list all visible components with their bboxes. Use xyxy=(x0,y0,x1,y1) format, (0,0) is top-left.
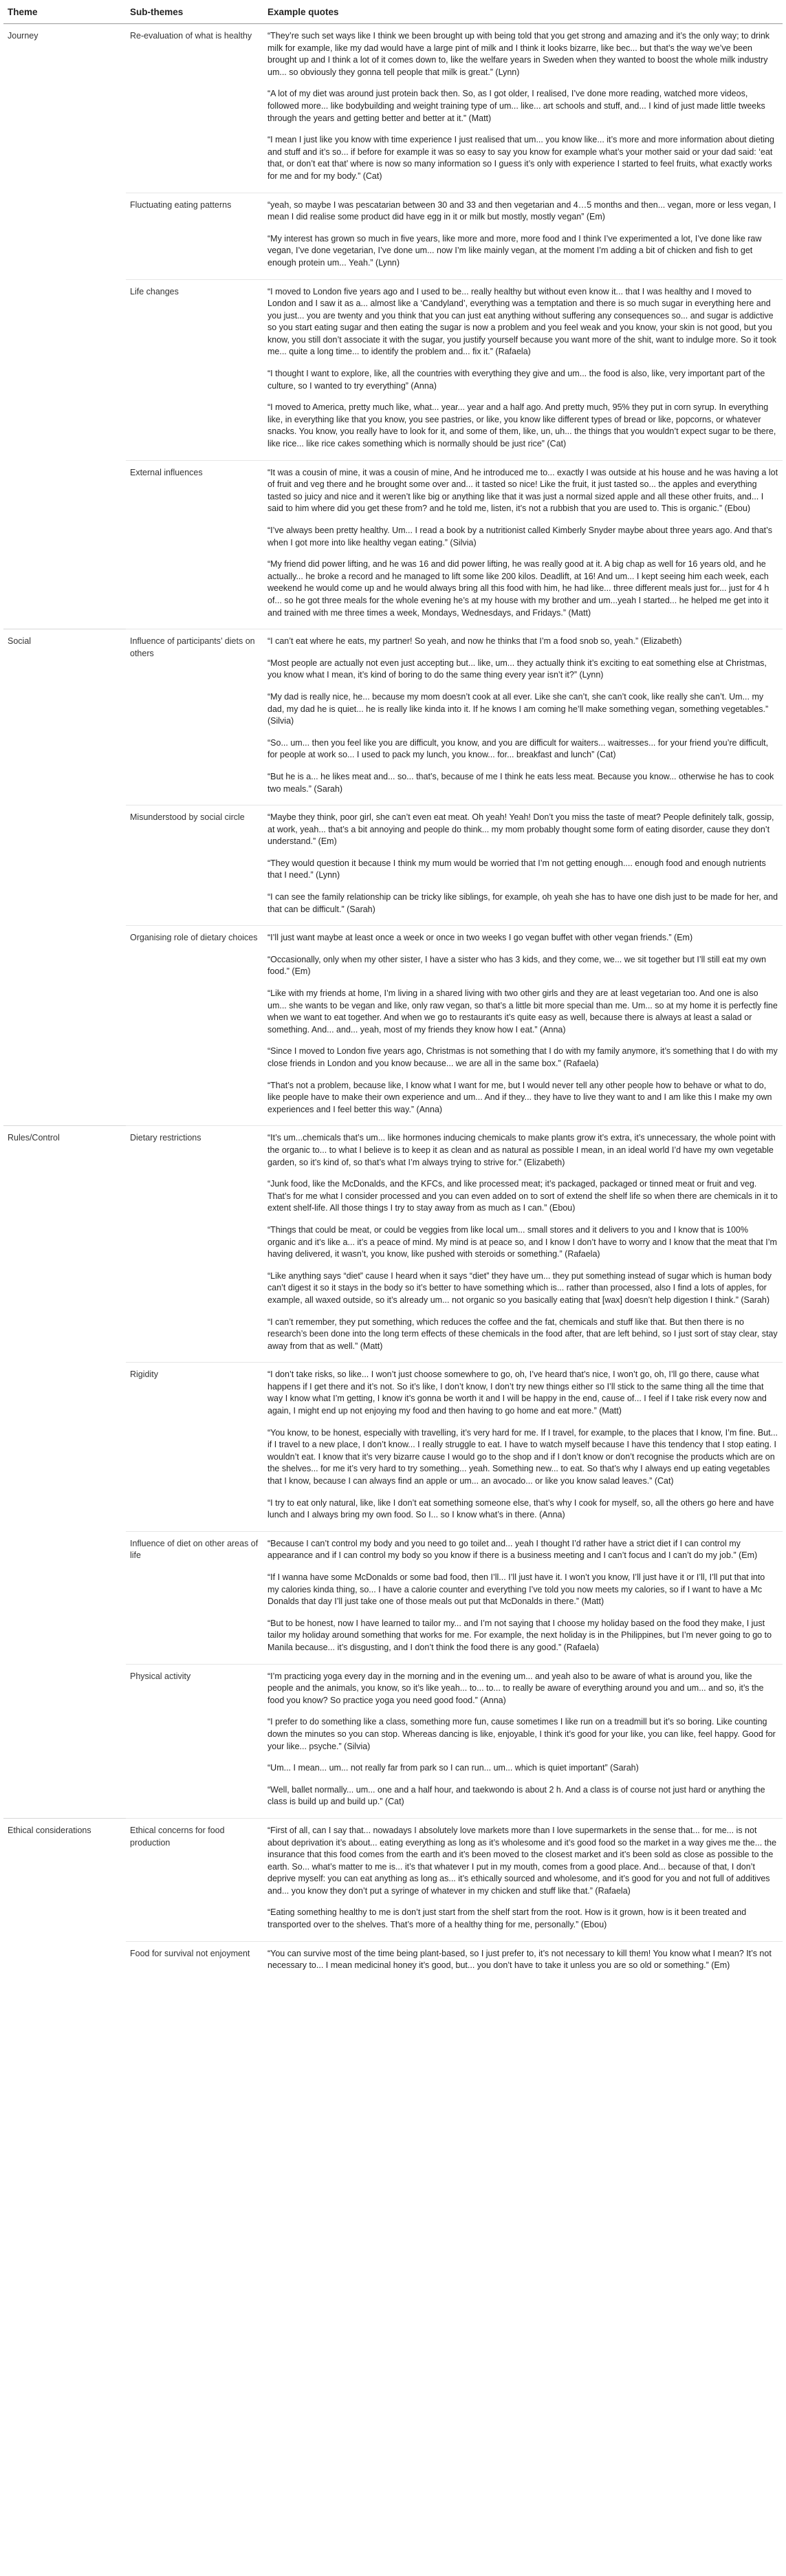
quote-text: “Eating something healthy to me is don’t just start from the shelf start from the root. How is it grown, how is it been treated and transported over to the shelves. That’s more of a healthy thing for me, personally.” (Ebou) xyxy=(268,1907,747,1930)
theme-cell xyxy=(3,926,126,1126)
theme-cell: Ethical considerations xyxy=(3,1818,126,1941)
quote-text: “Junk food, like the McDonalds, and the KFCs, and like processed meat; it’s packaged, packaged or tinned meat or fruit and veg. That’s for me what I consider processed and you can even added on to sort of extend the shelf life so when there are chemicals in it to extent shelf-life. All those things I try to stay away from as much as I can.” (Ebou) xyxy=(268,1179,778,1213)
quotes-cell xyxy=(263,1664,783,1818)
theme-cell xyxy=(3,460,126,629)
subtheme-cell: Life changes xyxy=(126,279,263,460)
quote-text: “I mean I just like you know with time experience I just realised that um... you know like... it’s more and more information about dieting and stuff and it’s so... if before for example it was so easy to say you know for example what’s your mother said or your dad said: ‘eat that, or don’t eat that’ where is now so many information so I guess it’s only with experience I started to feel fruits, what exactly works for me and for my body.” (Cat) xyxy=(268,135,774,181)
subtheme-cell: Food for survival not enjoyment xyxy=(126,1941,263,1982)
subtheme-cell: Influence of participants’ diets on others xyxy=(126,629,263,805)
quote-text: “But he is a... he likes meat and... so... that’s, because of me I think he eats less meat. Because you know... otherwise he has to cook two meals.” (Sarah) xyxy=(268,771,774,794)
theme-cell xyxy=(3,1664,126,1818)
quote-text: “My friend did power lifting, and he was 16 and did power lifting, he was really good at it. A big chap as well for 16 years old, and he actually... he broke a record and he managed to lift some like 200 kilos. Deadlift, at 16! And um... I kept seeing him each week, each weekend he would come up and he would always bring all this food with him, he had like... three different meals just for... just for 4 h of... so he got three meals for the whole evening he’s at my house with my brother and um...yeah I started... he helped me get into it and trained with me three times a week, Mondays, Wednesdays, and Fridays.” (Matt) xyxy=(268,559,769,618)
quote-text: “Things that could be meat, or could be veggies from like local um... small stores and it delivers to you and I know that is 100% organic and it’s like a... it’s a peace of mind. My mind is at peace so, and I know I don’t have to worry and I know that the meat that I’m having delivered, it wasn’t, you know, like pushed with steroids or something.” (Rafaela) xyxy=(268,1224,777,1259)
theme-cell xyxy=(3,1363,126,1532)
quotes-cell xyxy=(263,1818,783,1941)
subtheme-cell: Re-evaluation of what is healthy xyxy=(126,24,263,193)
quote-text: “Because I can’t control my body and you need to go toilet and... yeah I thought I’d rather have a strict diet if I can control my appearance and if I can control my body so you know if there is a business meeting and I can’t focus and I can’t do my job.” (Em) xyxy=(268,1538,758,1561)
quote-text: “I can’t remember, they put something, which reduces the coffee and the fat, chemicals and stuff like that. But then there is no research’s been done into the long term effects of these chemicals in the food after, that are left behind, so I just sort of stay clear, stay away from that as well.” (Matt) xyxy=(268,1317,778,1351)
quote-text: “yeah, so maybe I was pescatarian between 30 and 33 and then vegetarian and 4…5 months and then... vegan, more or less vegan, I mean I did realise some product did have egg in it or milk but mostly, mostly vegan” (Em) xyxy=(268,199,776,222)
theme-cell xyxy=(3,805,126,926)
subtheme-cell: External influences xyxy=(126,460,263,629)
table-header-row xyxy=(3,3,783,24)
subtheme-cell: Influence of diet on other areas of life xyxy=(126,1531,263,1664)
quote-text: “Maybe they think, poor girl, she can’t even eat meat. Oh yeah! Yeah! Don’t you miss the taste of meat? People definitely talk, gossip, at work, yeah... that’s a bit annoying and people do think... my mom probably thought some form of eating disorder, cause they don’t understand.” (Em) xyxy=(268,812,774,847)
header-example-quotes: Example quotes xyxy=(263,3,783,24)
quote-text: “I moved to London five years ago and I used to be... really healthy but without even know it... that I was healthy and I moved to London and I saw it as a... almost like a ‘Candyland’, everything was a temptation and there is so much sugar in everything here and you just... you are twenty and you think that you can just eat anything without suffering any consequences so... and sugar is addictive so you start eating sugar and then eating the sugar is now a problem and you feel weak and you know, your skin is not good, but you know, you still don’t associate it with the sugar, you justify yourself because you want more of the shit, want to indulge more. So it took me... quite a long time... to identify the problem and... fix it.” (Rafaela) xyxy=(268,286,776,357)
table-row xyxy=(3,460,783,629)
theme-cell xyxy=(3,1531,126,1664)
subtheme-cell: Organising role of dietary choices xyxy=(126,926,263,1126)
theme-cell xyxy=(3,1941,126,1982)
quote-text: “First of all, can I say that... nowadays I absolutely love markets more than I love supermarkets in the sense that... for me... is not about deprivation it’s about... eating everything as long as it’s wholesome and it’s good food so the market in a way gives me the... the insurance that this food comes from the earth and it’s been moved to the closest market and it’s been sold as close as possible to the earth. So... what’s matter to me is... it’s that whatever I put in my mouth, comes from a good place. And... because of that, I don’t deprive myself: you can eat anything as long as... it’s ethically sourced and wholesome, and it’s good for you and not full of additives and... you know they don’t put a syringe of whatever in my chicken and stuff like that.” (Rafaela) xyxy=(268,1825,777,1896)
quote-text: “Like with my friends at home, I’m living in a shared living with two other girls and they are at least vegetarian too. And one is also um... she wants to be vegan and like, only raw vegan, so that’s a little bit more special than me. Um... so at my home it is perfectly fine when we want to eat together. And when we go to restaurants it’s quite easy as well, because there is always at least a salad or something. And... and... yeah, most of my friends they know how I eat.” (Anna) xyxy=(268,988,778,1035)
quote-text: “Most people are actually not even just accepting but... like, um... they actually think it’s exciting to eat something else at Christmas, you know what I mean, it’s kind of boring to do the same thing every year isn’t it?” (Lynn) xyxy=(268,658,767,680)
quote-text: “Well, ballet normally... um... one and a half hour, and taekwondo is about 2 h. And a class is of course not just hard or anything the class is build up and build up.” (Cat) xyxy=(268,1784,765,1807)
quote-text: “So... um... then you feel like you are difficult, you know, and you are difficult for waiters... waitresses... for your friend you’re difficult, for people at work so... I used to pack my lunch, you know... for... breakfast and lunch” (Cat) xyxy=(268,737,769,760)
table-row xyxy=(3,629,783,805)
quote-text: “It’s um...chemicals that’s um... like hormones inducing chemicals to make plants grow it’s extra, it’s unnecessary, the whole point with the organic to... to what I believe is to keep it as clean and as natural as possible I mean, in an ideal world I’d have my own vegetable garden, so it’s kind of, so that’s what I’m always trying to strive for.” (Elizabeth) xyxy=(268,1133,776,1167)
table-body xyxy=(3,24,783,1982)
quote-text: “Since I moved to London five years ago, Christmas is not something that I do with my family anymore, it’s something that I do with my close friends in London and you know because... we are all in the same box.” (Rafaela) xyxy=(268,1046,778,1068)
quote-text: “I try to eat only natural, like, like I don’t eat something someone else, that’s why I cook for myself, so, all the others go here and have lunch and I always bring my own food. So I... so I know what’s in there. (Anna) xyxy=(268,1497,774,1520)
quote-text: “You know, to be honest, especially with travelling, it’s very hard for me. If I travel, for example, to the places that I know, I’m fine. But... if I travel to a new place, I don’t know... I really struggle to eat. I have to watch myself because I have this tendency that I stop eating. I wouldn’t eat. I know that it’s very bizarre cause I would go to the shop and if I don’t know or don’t recognise the products which are on the shelves... for me it’s very hard to try something... yeah. Something new... to eat. So that’s why I always end up eating vegetables that I know, because I can always find an apple or um... an avocado... or like you know salad leaves.” (Cat) xyxy=(268,1427,778,1486)
quotes-cell xyxy=(263,629,783,805)
table-row xyxy=(3,805,783,926)
theme-cell: Journey xyxy=(3,24,126,193)
themes-table xyxy=(3,3,783,1982)
quotes-cell xyxy=(263,24,783,193)
quotes-cell xyxy=(263,460,783,629)
subtheme-cell: Physical activity xyxy=(126,1664,263,1818)
table-row xyxy=(3,24,783,193)
theme-cell xyxy=(3,193,126,279)
table-row xyxy=(3,926,783,1126)
quotes-cell xyxy=(263,805,783,926)
quote-text: “I thought I want to explore, like, all the countries with everything they give and um... the food is also, like, very important part of the culture, so I wanted to try everything” (Anna) xyxy=(268,369,765,391)
table-row xyxy=(3,1941,783,1982)
header-theme: Theme xyxy=(3,3,126,24)
quote-text: “I’ve always been pretty healthy. Um... I read a book by a nutritionist called Kimberly Snyder maybe about three years ago. And that’s when I got more into like healthy vegan eating.” (Silvia) xyxy=(268,526,772,548)
quotes-cell xyxy=(263,926,783,1126)
table-row xyxy=(3,1818,783,1941)
quote-text: “I prefer to do something like a class, something more fun, cause sometimes I like run on a treadmill but it’s so boring. Like counting down the minutes so you can stop. Whereas dancing is like, enjoyable, I think it’s good for your like, you can like, feel happy. Good for your like... psyche.” (Silvia) xyxy=(268,1717,776,1751)
quote-text: “My dad is really nice, he... because my mom doesn’t cook at all ever. Like she can’t, she can’t cook, like really she can’t. Um... my dad, my dad he is quiet... he is really like kinda into it. If he knows I am coming he’ll make something vegan, something vegetables.” (Silvia) xyxy=(268,691,769,726)
quote-text: “Like anything says “diet” cause I heard when it says “diet” they have um... they put something instead of sugar which is human body can’t digest it so it stays in the body so it’s better to have something which is... rather than processed, also I find a lots of apples, for example, all waxed outside, so it’s already um... not organic so you basically eating that [wax] doesn’t help digestion I think.” (Sarah) xyxy=(268,1270,772,1305)
quote-text: “They would question it because I think my mum would be worried that I’m not getting enough.... enough food and enough nutrients that I need.” (Lynn) xyxy=(268,858,766,880)
subtheme-cell: Fluctuating eating patterns xyxy=(126,193,263,279)
subtheme-cell: Misunderstood by social circle xyxy=(126,805,263,926)
quotes-cell xyxy=(263,1363,783,1532)
quotes-cell xyxy=(263,193,783,279)
table-row xyxy=(3,1363,783,1532)
quote-text: “I don’t take risks, so like... I won’t just choose somewhere to go, oh, I’ve heard that’s nice, I won’t go, oh, I’ll go there, cause what happens if I get there and it’s not. So it’s like, I don’t know, I don’t try new things either so I’ll stick to the same thing all the time that way I know what I’m getting, I know it’s gonna be worth it and I will be happy in the end, cause of... I feel if I take risk every now and again, I might end up not enjoying my food and then having to go home and eat more.” (Matt) xyxy=(268,1370,767,1416)
quote-text: “They’re such set ways like I think we been brought up with being told that you get strong and amazing and it’s the only way; to drink milk for example, like my dad would have a large pint of milk and I think it looks bizarre, like bec... but that’s the way we’ve been brought up and I think a lot of it comes down to, like the welfare years in Sweden when they wanted to boost the whole milk industry um... so obviously they gonna tell people that milk is great.” (Lynn) xyxy=(268,31,770,77)
quote-text: “I’ll just want maybe at least once a week or once in two weeks I go vegan buffet with other vegan friends.” (Em) xyxy=(268,933,693,943)
quote-text: “You can survive most of the time being plant-based, so I just prefer to, it’s not necessary to kill them! You know what I mean? It’s not necessary to... I mean medicinal honey it’s good, but... you don’t have to take it unless you are so old or something.” (Em) xyxy=(268,1948,772,1971)
quote-text: “If I wanna have some McDonalds or some bad food, then I’ll... I’ll just have it. I won’t you know, I’ll just have it or I’ll, I’ll put that into my calories kinda thing, so... I have a calorie counter and everything I’ve told you now meets my calories, so if I want to have a Mc Donalds that day I’ll just take one of those meals out put that McDonalds in there.” (Matt) xyxy=(268,1572,765,1607)
quotes-cell xyxy=(263,1531,783,1664)
table-row xyxy=(3,279,783,460)
quote-text: “I can’t eat where he eats, my partner! So yeah, and now he thinks that I’m a food snob so, yeah.” (Elizabeth) xyxy=(268,636,682,647)
theme-cell: Social xyxy=(3,629,126,805)
quotes-cell xyxy=(263,1941,783,1982)
quote-text: “That’s not a problem, because like, I know what I want for me, but I would never tell any other people how to behave or what to do, like people have to make their own experience and um... And if they... they have to live they want to and I am like this I make my own experiences and I feel better this way.” (Anna) xyxy=(268,1080,772,1114)
quote-text: “I’m practicing yoga every day in the morning and in the evening um... and yeah also to be aware of what is around you, like the people and the animals, you know, so it’s like yeah... to... to... to really be aware of everything around you and um... and so, it’s the food you know? So practice yoga you need good food.” (Anna) xyxy=(268,1671,764,1705)
quote-text: “I moved to America, pretty much like, what... year... year and a half ago. And pretty much, 95% they put in corn syrup. In everything like, in everything like that you know, you see pastries, or like, you know like different types of bread or like, popcorns, or whatever snacks. You know, you really have to look for it, and some of them, like, un, uh... the things that you wouldn’t expect sugar to be there, like rice... like rice cakes something which is normally should be just rice” (Cat) xyxy=(268,402,776,449)
table-row xyxy=(3,1531,783,1664)
quote-text: “My interest has grown so much in five years, like more and more, more food and I think I’ve experimented a lot, I’ve done like raw vegan, I’ve done vegetarian, I’ve done um... now I’m like mainly vegan, at the moment I’m adding a bit of chicken and fish to get enough protein um... Yeah.” (Lynn) xyxy=(268,233,762,268)
quote-text: “A lot of my diet was around just protein back then. So, as I got older, I realised, I’ve done more reading, watched more videos, followed more... like bodybuilding and weight training type of um... like... art schools and stuff, and... I kind of just made little tweeks through the years and getting better and better at it.” (Matt) xyxy=(268,89,765,123)
quote-text: “It was a cousin of mine, it was a cousin of mine, And he introduced me to... exactly I was outside at his house and he was having a lot of fruit and veg there and he brought some over and... it tasted so nice! Like the fruit, it just tasted so... the apples and everything tasted so juicy and nice and it weren’t like big or anything like that it was just a normal sized apple and all these other fruits, and... I said to him where did you get these from? and he told me, listen, it’s not a rubbish that you are used to. This is organic.” (Ebou) xyxy=(268,467,778,514)
theme-cell xyxy=(3,279,126,460)
quotes-cell xyxy=(263,1126,783,1363)
quotes-cell xyxy=(263,279,783,460)
quote-text: “Um... I mean... um... not really far from park so I can run... um... which is quiet important” (Sarah) xyxy=(268,1763,639,1773)
subtheme-cell: Ethical concerns for food production xyxy=(126,1818,263,1941)
quote-text: “I can see the family relationship can be tricky like siblings, for example, oh yeah she has to have one dish just to be made for her, and that can be difficult.” (Sarah) xyxy=(268,892,778,914)
header-sub-themes: Sub-themes xyxy=(126,3,263,24)
quote-text: “But to be honest, now I have learned to tailor my... and I’m not saying that I choose my holiday based on the food they make, I just tailor my holiday around something that works for me. For example, the next holiday is in the Philippines, but I’m never going to go to Manila because... it’s disgusting, and I don’t think the food there is any good.” (Rafaela) xyxy=(268,1618,772,1652)
table-row xyxy=(3,1126,783,1363)
subtheme-cell: Dietary restrictions xyxy=(126,1126,263,1363)
quote-text: “Occasionally, only when my other sister, I have a sister who has 3 kids, and they come, we... we sit together but I’ll still eat my own food.” (Em) xyxy=(268,954,767,977)
table-row xyxy=(3,1664,783,1818)
subtheme-cell: Rigidity xyxy=(126,1363,263,1532)
theme-cell: Rules/Control xyxy=(3,1126,126,1363)
table-row xyxy=(3,193,783,279)
